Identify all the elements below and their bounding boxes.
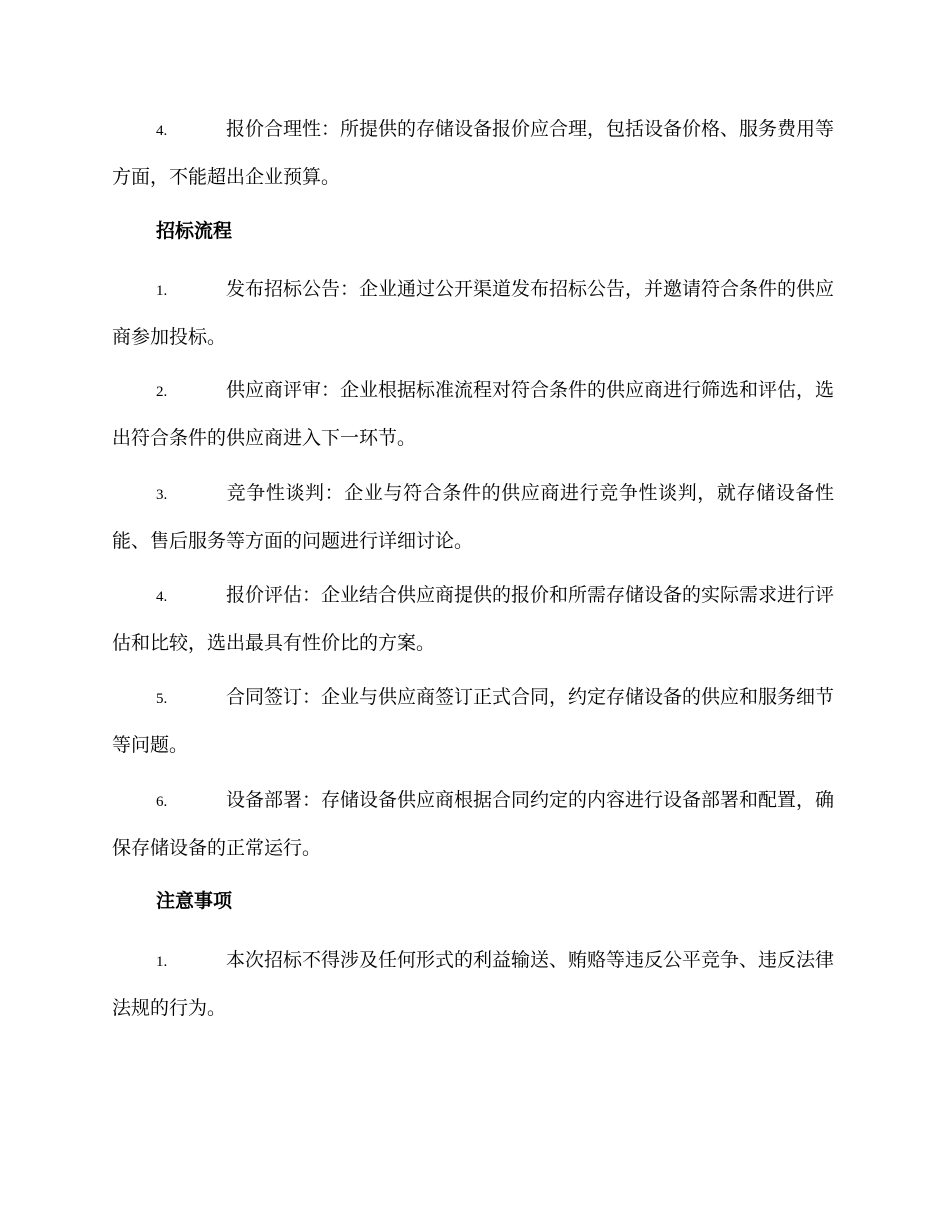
list-item — [112, 367, 834, 461]
list-item-text: 竞争性谈判：企业与符合条件的供应商进行竞争性谈判，就存储设备性能、售后服务等方面的问题进行详细讨论。 — [112, 482, 834, 552]
list-item — [112, 937, 834, 1031]
list-item-number: 4. — [156, 589, 168, 605]
list-item-number: 1. — [156, 954, 168, 970]
list-item — [112, 674, 834, 768]
list-item-text: 供应商评审：企业根据标准流程对符合条件的供应商进行筛选和评估，选出符合条件的供应商进入下一环节。 — [112, 379, 835, 449]
list-item-text: 发布招标公告：企业通过公开渠道发布招标公告，并邀请符合条件的供应商参加投标。 — [112, 278, 835, 348]
list-item-number: 4. — [156, 123, 168, 139]
list-item — [112, 266, 834, 360]
list-item — [112, 106, 834, 200]
list-item-text: 设备部署：存储设备供应商根据合同约定的内容进行设备部署和配置，确保存储设备的正常运行。 — [112, 789, 835, 859]
list-item-number: 5. — [156, 691, 168, 707]
section-heading-process: 招标流程 — [156, 220, 233, 242]
list-item-text: 报价评估：企业结合供应商提供的报价和所需存储设备的实际需求进行评估和比较，选出最具有性价比的方案。 — [112, 584, 835, 654]
section-heading-notes: 注意事项 — [156, 890, 233, 912]
list-item-text: 报价合理性：所提供的存储设备报价应合理，包括设备价格、服务费用等方面，不能超出企业预算。 — [112, 118, 835, 188]
list-item-text: 合同签订：企业与供应商签订正式合同，约定存储设备的供应和服务细节等问题。 — [112, 686, 835, 756]
list-item-number: 3. — [156, 487, 168, 503]
list-item-number: 6. — [156, 794, 168, 810]
list-item — [112, 470, 834, 564]
list-item-number: 1. — [156, 283, 168, 299]
list-item-text: 本次招标不得涉及任何形式的利益输送、贿赂等违反公平竞争、违反法律法规的行为。 — [112, 949, 835, 1019]
list-item — [112, 777, 834, 871]
list-item — [112, 572, 834, 666]
list-item-number: 2. — [156, 384, 168, 400]
